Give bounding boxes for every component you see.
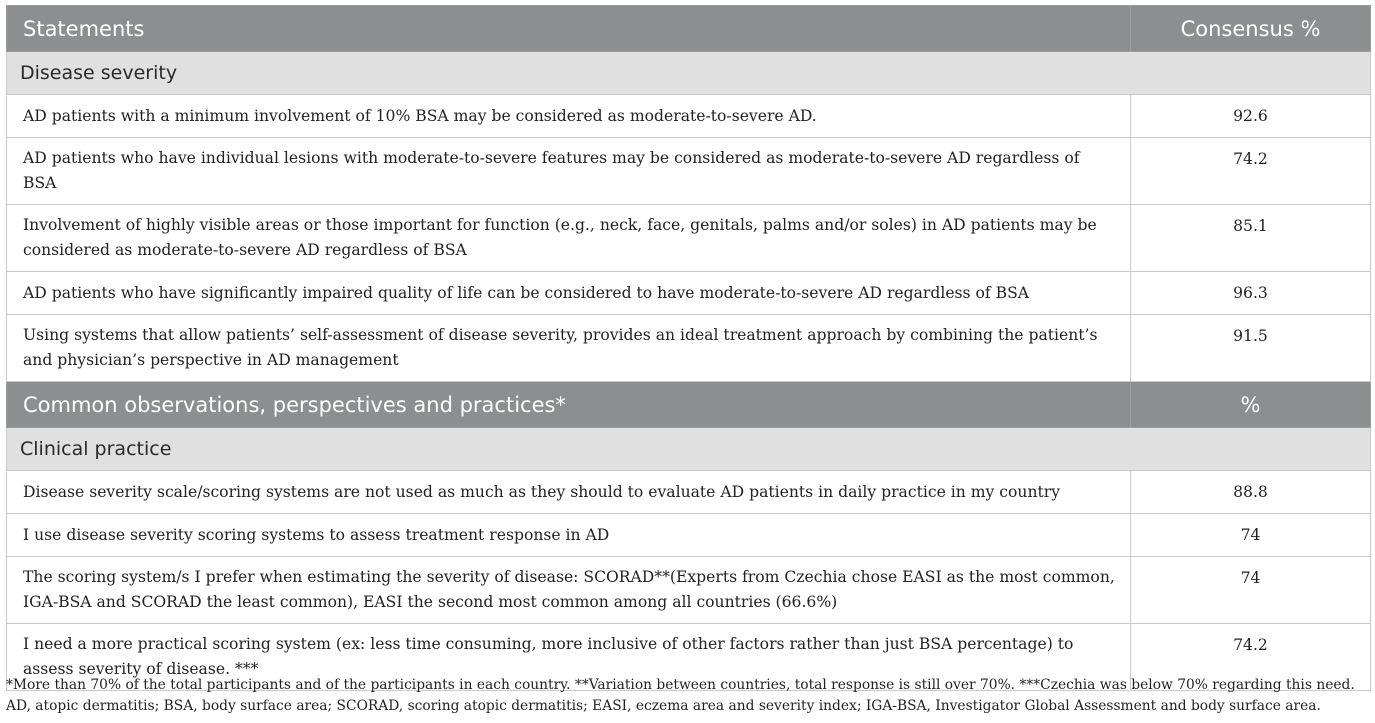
header-observations: Common observations, perspectives and practices* (7, 382, 1131, 428)
section-title: Clinical practice (7, 428, 1371, 471)
statement-cell: AD patients with a minimum involvement of 10% BSA may be considered as moderate-to-severe AD. (7, 95, 1131, 138)
footnote-significance: *More than 70% of the total participants and of the participants in each country. **Variation between countries, total response is still over 70%. ***Czechia was below 70% regarding this need. (6, 677, 1355, 693)
table-footnotes (6, 675, 1370, 717)
section-title: Disease severity (7, 52, 1371, 95)
statement-cell: Using systems that allow patients’ self-assessment of disease severity, provides an ideal treatment approach by combining the patient’s and physician’s perspective in AD management (7, 315, 1131, 382)
statement-cell: Disease severity scale/scoring systems are not used as much as they should to evaluate AD patients in daily practice in my country (7, 471, 1131, 514)
consensus-value: 92.6 (1131, 95, 1371, 138)
statement-cell: AD patients who have individual lesions with moderate-to-severe features may be considered as moderate-to-severe AD regardless of BSA (7, 138, 1131, 205)
table-row (7, 315, 1371, 382)
consensus-value: 74.2 (1131, 138, 1371, 205)
statement-cell: I need a more practical scoring system (ex: less time consuming, more inclusive of other factors rather than just BSA percentage) to assess severity of disease. *** (7, 624, 1131, 691)
statement-cell: The scoring system/s I prefer when estimating the severity of disease: SCORAD**(Experts from Czechia chose EASI as the most common, IGA-BSA and SCORAD the least common), EASI the second most common among all countries (66.6%) (7, 557, 1131, 624)
table-row (7, 95, 1371, 138)
header-statements: Statements (7, 6, 1131, 52)
footnote-abbreviations: AD, atopic dermatitis; BSA, body surface area; SCORAD, scoring atopic dermatitis; EASI, eczema area and severity index; IGA-BSA, Investigator Global Assessment and body surface area. (6, 698, 1321, 714)
percent-value: 74 (1131, 557, 1371, 624)
table-row (7, 514, 1371, 557)
table-header-row (7, 6, 1371, 52)
consensus-table (6, 5, 1371, 691)
table-row (7, 272, 1371, 315)
consensus-value: 91.5 (1131, 315, 1371, 382)
section-row-disease-severity (7, 52, 1371, 95)
percent-value: 74 (1131, 514, 1371, 557)
table-row (7, 205, 1371, 272)
statement-cell: I use disease severity scoring systems to assess treatment response in AD (7, 514, 1131, 557)
percent-value: 74.2 (1131, 624, 1371, 691)
header-consensus: Consensus % (1131, 6, 1371, 52)
percent-value: 88.8 (1131, 471, 1371, 514)
header-percent: % (1131, 382, 1371, 428)
statement-cell: AD patients who have significantly impaired quality of life can be considered to have moderate-to-severe AD regardless of BSA (7, 272, 1131, 315)
table-row (7, 557, 1371, 624)
section-row-clinical-practice (7, 428, 1371, 471)
table-row (7, 138, 1371, 205)
table-header-row (7, 382, 1371, 428)
table-row (7, 471, 1371, 514)
consensus-value: 85.1 (1131, 205, 1371, 272)
statement-cell: Involvement of highly visible areas or those important for function (e.g., neck, face, genitals, palms and/or soles) in AD patients may be considered as moderate-to-severe AD regardless of BSA (7, 205, 1131, 272)
consensus-value: 96.3 (1131, 272, 1371, 315)
